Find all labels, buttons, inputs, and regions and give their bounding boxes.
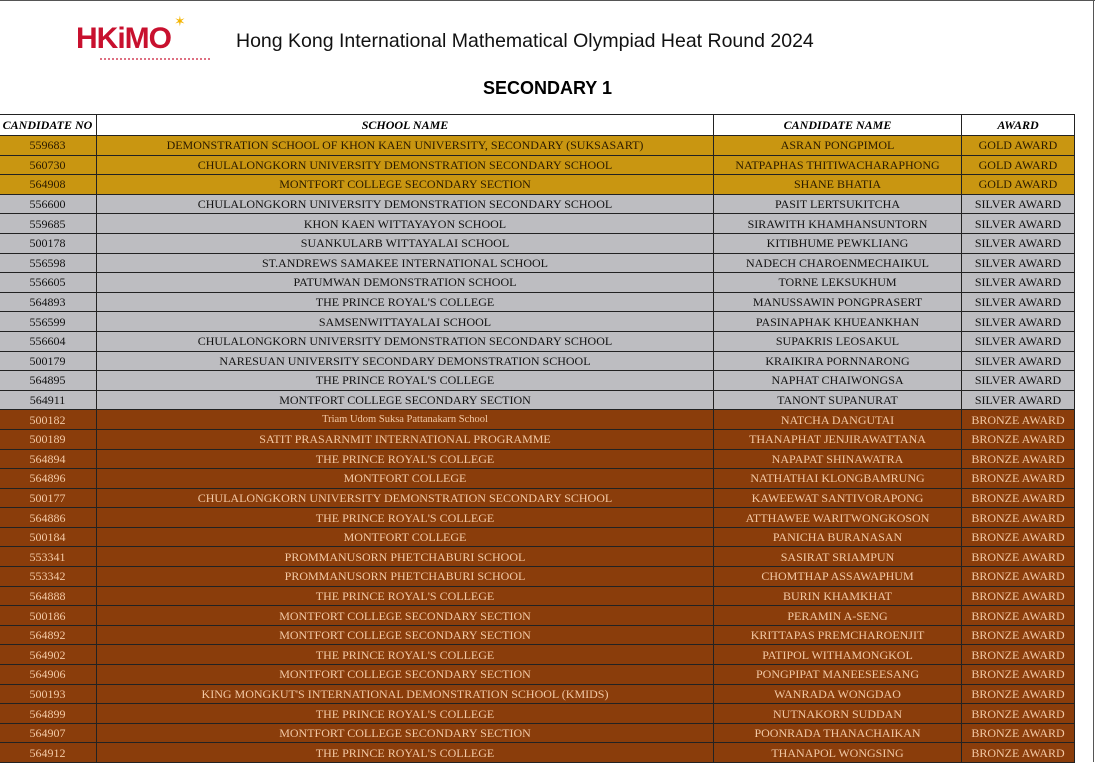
school-name-cell: PROMMANUSORN PHETCHABURI SCHOOL bbox=[97, 567, 714, 587]
candidate-no-cell: 564886 bbox=[0, 508, 97, 528]
award-cell: SILVER AWARD bbox=[962, 194, 1075, 214]
candidate-no-cell: 500186 bbox=[0, 606, 97, 626]
table-row bbox=[0, 410, 1075, 430]
candidate-name-cell: SASIRAT SRIAMPUN bbox=[714, 547, 962, 567]
candidate-name-cell: TANONT SUPANURAT bbox=[714, 390, 962, 410]
candidate-name-cell: PASIT LERTSUKITCHA bbox=[714, 194, 962, 214]
candidate-no-cell: 556604 bbox=[0, 331, 97, 351]
candidate-name-cell: SHANE BHATIA bbox=[714, 175, 962, 195]
school-name-cell: PATUMWAN DEMONSTRATION SCHOOL bbox=[97, 273, 714, 293]
column-header-candidate-name: CANDIDATE NAME bbox=[714, 115, 962, 136]
school-name-cell: CHULALONGKORN UNIVERSITY DEMONSTRATION SECONDARY SCHOOL bbox=[97, 194, 714, 214]
candidate-no-cell: 500189 bbox=[0, 429, 97, 449]
candidate-name-cell: POONRADA THANACHAIKAN bbox=[714, 723, 962, 743]
candidate-no-cell: 564907 bbox=[0, 723, 97, 743]
award-cell: BRONZE AWARD bbox=[962, 488, 1075, 508]
award-cell: SILVER AWARD bbox=[962, 312, 1075, 332]
school-name-cell: ST.ANDREWS SAMAKEE INTERNATIONAL SCHOOL bbox=[97, 253, 714, 273]
table-row bbox=[0, 449, 1075, 469]
column-header-award: AWARD bbox=[962, 115, 1075, 136]
table-row bbox=[0, 194, 1075, 214]
award-cell: BRONZE AWARD bbox=[962, 684, 1075, 704]
award-cell: BRONZE AWARD bbox=[962, 469, 1075, 489]
candidate-name-cell: PONGPIPAT MANEESEESANG bbox=[714, 665, 962, 685]
table-row bbox=[0, 253, 1075, 273]
candidate-name-cell: PATIPOL WITHAMONGKOL bbox=[714, 645, 962, 665]
candidate-no-cell: 500177 bbox=[0, 488, 97, 508]
school-name-cell: MONTFORT COLLEGE bbox=[97, 527, 714, 547]
candidate-name-cell: SIRAWITH KHAMHANSUNTORN bbox=[714, 214, 962, 234]
candidate-no-cell: 500184 bbox=[0, 527, 97, 547]
table-row bbox=[0, 704, 1075, 724]
table-row bbox=[0, 625, 1075, 645]
candidate-name-cell: NATCHA DANGUTAI bbox=[714, 410, 962, 430]
logo-text: HKiMO bbox=[76, 22, 171, 55]
school-name-cell: SATIT PRASARNMIT INTERNATIONAL PROGRAMME bbox=[97, 429, 714, 449]
table-row bbox=[0, 155, 1075, 175]
section-title: SECONDARY 1 bbox=[482, 78, 613, 98]
candidate-name-cell: MANUSSAWIN PONGPRASERT bbox=[714, 292, 962, 312]
candidate-name-cell: CHOMTHAP ASSAWAPHUM bbox=[714, 567, 962, 587]
candidate-no-cell: 560730 bbox=[0, 155, 97, 175]
candidate-no-cell: 564912 bbox=[0, 743, 97, 763]
award-cell: BRONZE AWARD bbox=[962, 429, 1075, 449]
table-row bbox=[0, 312, 1075, 332]
candidate-name-cell: ATTHAWEE WARITWONGKOSON bbox=[714, 508, 962, 528]
table-body bbox=[0, 136, 1075, 763]
candidate-no-cell: 559685 bbox=[0, 214, 97, 234]
award-cell: SILVER AWARD bbox=[962, 233, 1075, 253]
table-row bbox=[0, 586, 1075, 606]
table-row bbox=[0, 547, 1075, 567]
table-row bbox=[0, 292, 1075, 312]
candidate-no-cell: 553341 bbox=[0, 547, 97, 567]
school-name-cell: MONTFORT COLLEGE SECONDARY SECTION bbox=[97, 625, 714, 645]
award-cell: GOLD AWARD bbox=[962, 155, 1075, 175]
table-row bbox=[0, 527, 1075, 547]
award-cell: SILVER AWARD bbox=[962, 351, 1075, 371]
school-name-cell: THE PRINCE ROYAL'S COLLEGE bbox=[97, 292, 714, 312]
candidate-no-cell: 564902 bbox=[0, 645, 97, 665]
logo-tagline bbox=[100, 58, 210, 60]
candidate-name-cell: PANICHA BURANASAN bbox=[714, 527, 962, 547]
table-row bbox=[0, 214, 1075, 234]
candidate-no-cell: 556600 bbox=[0, 194, 97, 214]
results-table bbox=[0, 114, 1075, 763]
award-cell: BRONZE AWARD bbox=[962, 567, 1075, 587]
candidate-no-cell: 564893 bbox=[0, 292, 97, 312]
award-cell: BRONZE AWARD bbox=[962, 410, 1075, 430]
candidate-name-cell: NUTNAKORN SUDDAN bbox=[714, 704, 962, 724]
candidate-no-cell: 564911 bbox=[0, 390, 97, 410]
candidate-name-cell: TORNE LEKSUKHUM bbox=[714, 273, 962, 293]
school-name-cell: MONTFORT COLLEGE SECONDARY SECTION bbox=[97, 723, 714, 743]
school-name-cell: MONTFORT COLLEGE SECONDARY SECTION bbox=[97, 390, 714, 410]
column-header-school-name: SCHOOL NAME bbox=[97, 115, 714, 136]
school-name-cell: PROMMANUSORN PHETCHABURI SCHOOL bbox=[97, 547, 714, 567]
logo-star-icon: ✶ bbox=[174, 15, 186, 30]
table-row bbox=[0, 684, 1075, 704]
school-name-cell: THE PRINCE ROYAL'S COLLEGE bbox=[97, 645, 714, 665]
award-cell: SILVER AWARD bbox=[962, 331, 1075, 351]
table-row bbox=[0, 488, 1075, 508]
candidate-name-cell: KRITTAPAS PREMCHAROENJIT bbox=[714, 625, 962, 645]
school-name-cell: Triam Udom Suksa Pattanakarn School bbox=[97, 410, 714, 430]
table-row bbox=[0, 175, 1075, 195]
award-cell: BRONZE AWARD bbox=[962, 743, 1075, 763]
candidate-no-cell: 564892 bbox=[0, 625, 97, 645]
school-name-cell: MONTFORT COLLEGE bbox=[97, 469, 714, 489]
candidate-name-cell: WANRADA WONGDAO bbox=[714, 684, 962, 704]
table-row bbox=[0, 645, 1075, 665]
candidate-name-cell: NATHATHAI KLONGBAMRUNG bbox=[714, 469, 962, 489]
candidate-no-cell: 564896 bbox=[0, 469, 97, 489]
school-name-cell: MONTFORT COLLEGE SECONDARY SECTION bbox=[97, 606, 714, 626]
school-name-cell: DEMONSTRATION SCHOOL OF KHON KAEN UNIVERSITY, SECONDARY (SUKSASART) bbox=[97, 136, 714, 156]
school-name-cell: CHULALONGKORN UNIVERSITY DEMONSTRATION SECONDARY SCHOOL bbox=[97, 331, 714, 351]
school-name-cell: THE PRINCE ROYAL'S COLLEGE bbox=[97, 508, 714, 528]
candidate-no-cell: 559683 bbox=[0, 136, 97, 156]
table-row bbox=[0, 371, 1075, 391]
table-row bbox=[0, 331, 1075, 351]
table-row bbox=[0, 665, 1075, 685]
candidate-no-cell: 564906 bbox=[0, 665, 97, 685]
candidate-name-cell: NATPAPHAS THITIWACHARAPHONG bbox=[714, 155, 962, 175]
candidate-no-cell: 500193 bbox=[0, 684, 97, 704]
candidate-no-cell: 564899 bbox=[0, 704, 97, 724]
table-row bbox=[0, 233, 1075, 253]
candidate-name-cell: THANAPHAT JENJIRAWATTANA bbox=[714, 429, 962, 449]
candidate-name-cell: NAPAPAT SHINAWATRA bbox=[714, 449, 962, 469]
candidate-name-cell: SUPAKRIS LEOSAKUL bbox=[714, 331, 962, 351]
school-name-cell: KHON KAEN WITTAYAYON SCHOOL bbox=[97, 214, 714, 234]
award-cell: SILVER AWARD bbox=[962, 253, 1075, 273]
candidate-no-cell: 564894 bbox=[0, 449, 97, 469]
candidate-no-cell: 500178 bbox=[0, 233, 97, 253]
school-name-cell: THE PRINCE ROYAL'S COLLEGE bbox=[97, 743, 714, 763]
table-row bbox=[0, 429, 1075, 449]
award-cell: BRONZE AWARD bbox=[962, 625, 1075, 645]
column-header-candidate-no: CANDIDATE NO bbox=[0, 115, 97, 136]
table-row bbox=[0, 273, 1075, 293]
award-cell: BRONZE AWARD bbox=[962, 527, 1075, 547]
candidate-no-cell: 564888 bbox=[0, 586, 97, 606]
candidate-name-cell: THANAPOL WONGSING bbox=[714, 743, 962, 763]
school-name-cell: MONTFORT COLLEGE SECONDARY SECTION bbox=[97, 175, 714, 195]
candidate-name-cell: NAPHAT CHAIWONGSA bbox=[714, 371, 962, 391]
candidate-no-cell: 500182 bbox=[0, 410, 97, 430]
award-cell: SILVER AWARD bbox=[962, 292, 1075, 312]
candidate-name-cell: KRAIKIRA PORNNARONG bbox=[714, 351, 962, 371]
table-row bbox=[0, 743, 1075, 763]
candidate-no-cell: 556605 bbox=[0, 273, 97, 293]
table-row bbox=[0, 469, 1075, 489]
page-border-right bbox=[1093, 0, 1094, 762]
candidate-no-cell: 564908 bbox=[0, 175, 97, 195]
award-cell: GOLD AWARD bbox=[962, 175, 1075, 195]
candidate-name-cell: KAWEEWAT SANTIVORAPONG bbox=[714, 488, 962, 508]
award-cell: BRONZE AWARD bbox=[962, 723, 1075, 743]
table-header-row bbox=[0, 115, 1075, 136]
table-row bbox=[0, 723, 1075, 743]
candidate-name-cell: NADECH CHAROENMECHAIKUL bbox=[714, 253, 962, 273]
table-row bbox=[0, 136, 1075, 156]
award-cell: SILVER AWARD bbox=[962, 273, 1075, 293]
award-cell: SILVER AWARD bbox=[962, 371, 1075, 391]
school-name-cell: CHULALONGKORN UNIVERSITY DEMONSTRATION SECONDARY SCHOOL bbox=[97, 155, 714, 175]
school-name-cell: THE PRINCE ROYAL'S COLLEGE bbox=[97, 371, 714, 391]
award-cell: BRONZE AWARD bbox=[962, 704, 1075, 724]
candidate-name-cell: BURIN KHAMKHAT bbox=[714, 586, 962, 606]
candidate-no-cell: 553342 bbox=[0, 567, 97, 587]
school-name-cell: THE PRINCE ROYAL'S COLLEGE bbox=[97, 449, 714, 469]
candidate-no-cell: 556599 bbox=[0, 312, 97, 332]
award-cell: BRONZE AWARD bbox=[962, 606, 1075, 626]
award-cell: SILVER AWARD bbox=[962, 390, 1075, 410]
award-cell: BRONZE AWARD bbox=[962, 508, 1075, 528]
candidate-name-cell: PASINAPHAK KHUEANKHAN bbox=[714, 312, 962, 332]
school-name-cell: SUANKULARB WITTAYALAI SCHOOL bbox=[97, 233, 714, 253]
candidate-name-cell: PERAMIN A-SENG bbox=[714, 606, 962, 626]
table-row bbox=[0, 508, 1075, 528]
award-cell: BRONZE AWARD bbox=[962, 586, 1075, 606]
school-name-cell: SAMSENWITTAYALAI SCHOOL bbox=[97, 312, 714, 332]
award-cell: BRONZE AWARD bbox=[962, 665, 1075, 685]
award-cell: BRONZE AWARD bbox=[962, 645, 1075, 665]
candidate-name-cell: KITIBHUME PEWKLIANG bbox=[714, 233, 962, 253]
table-row bbox=[0, 567, 1075, 587]
award-cell: SILVER AWARD bbox=[962, 214, 1075, 234]
page-border-top bbox=[0, 0, 1095, 1]
candidate-no-cell: 564895 bbox=[0, 371, 97, 391]
hkimo-logo bbox=[76, 14, 216, 66]
award-cell: GOLD AWARD bbox=[962, 136, 1075, 156]
school-name-cell: THE PRINCE ROYAL'S COLLEGE bbox=[97, 586, 714, 606]
school-name-cell: CHULALONGKORN UNIVERSITY DEMONSTRATION SECONDARY SCHOOL bbox=[97, 488, 714, 508]
candidate-no-cell: 556598 bbox=[0, 253, 97, 273]
award-cell: BRONZE AWARD bbox=[962, 449, 1075, 469]
page-title: Hong Kong International Mathematical Olympiad Heat Round 2024 bbox=[236, 30, 814, 52]
school-name-cell: THE PRINCE ROYAL'S COLLEGE bbox=[97, 704, 714, 724]
candidate-no-cell: 500179 bbox=[0, 351, 97, 371]
candidate-name-cell: ASRAN PONGPIMOL bbox=[714, 136, 962, 156]
table-row bbox=[0, 351, 1075, 371]
school-name-cell: MONTFORT COLLEGE SECONDARY SECTION bbox=[97, 665, 714, 685]
school-name-cell: NARESUAN UNIVERSITY SECONDARY DEMONSTRATION SCHOOL bbox=[97, 351, 714, 371]
school-name-cell: KING MONGKUT'S INTERNATIONAL DEMONSTRATION SCHOOL (KMIDS) bbox=[97, 684, 714, 704]
table-row bbox=[0, 606, 1075, 626]
award-cell: BRONZE AWARD bbox=[962, 547, 1075, 567]
table-row bbox=[0, 390, 1075, 410]
